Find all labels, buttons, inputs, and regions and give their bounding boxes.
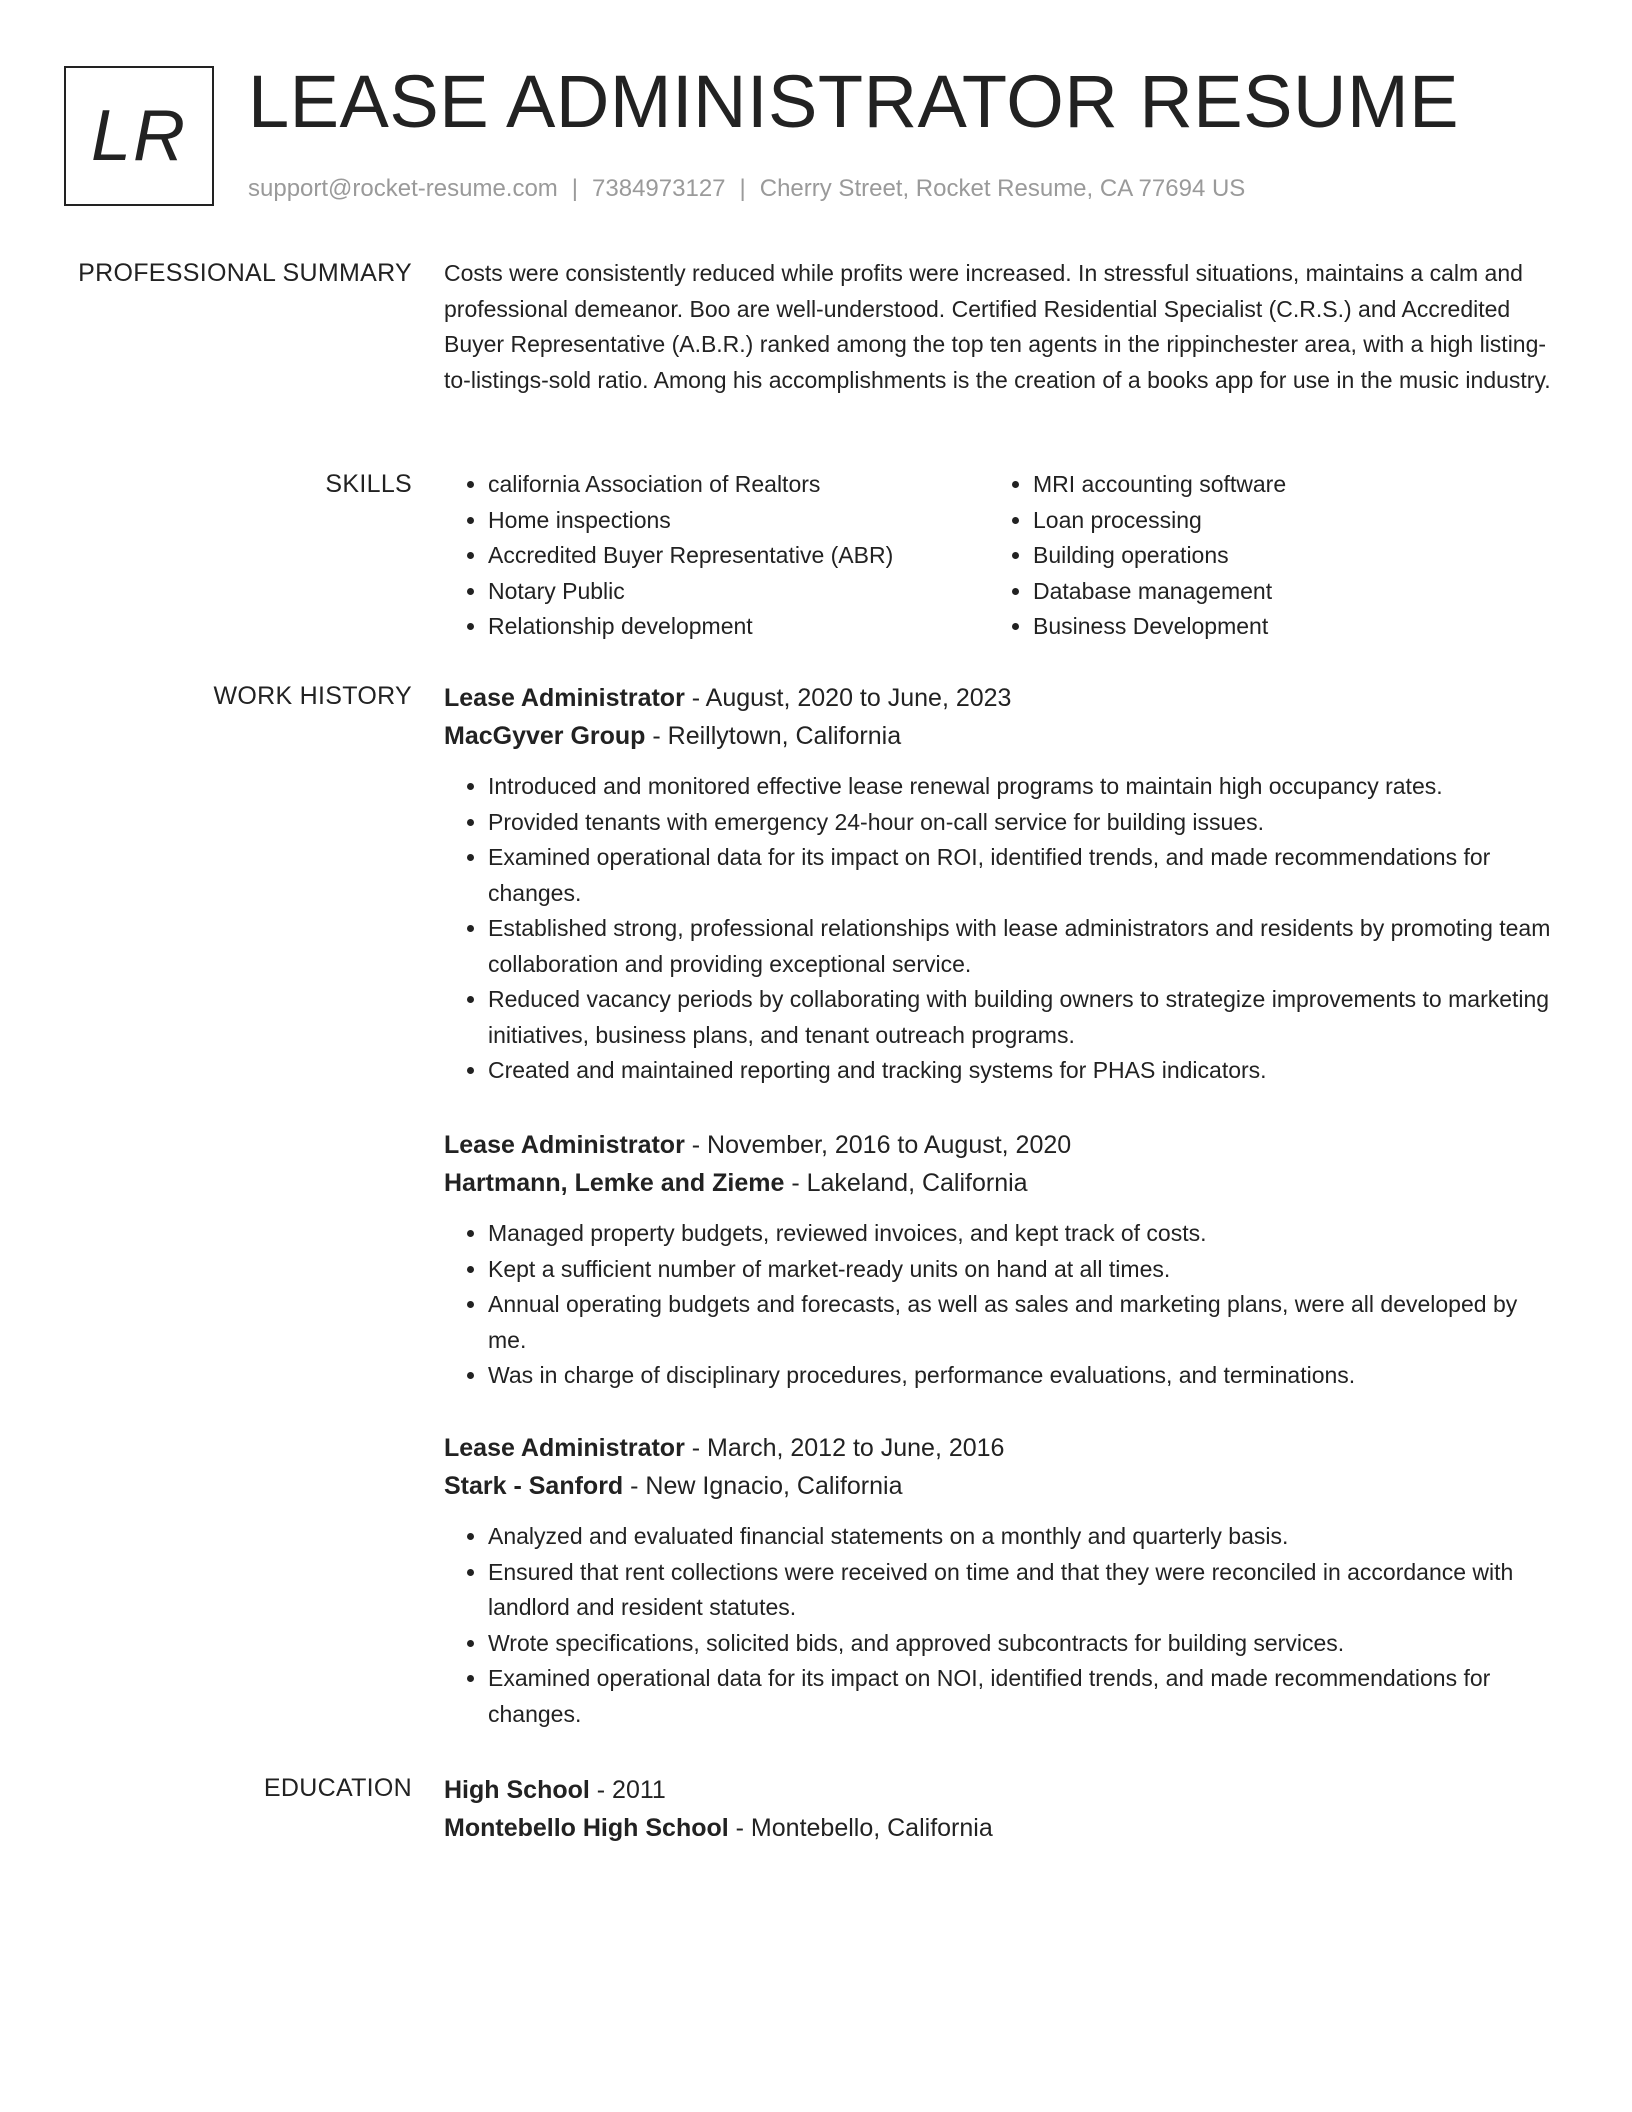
job-bullet: • Introduced and monitored effective lease renewal programs to maintain high occupancy rates. [488,769,1556,805]
education-degree-line [444,1771,1556,1809]
job-bullet: • Established strong, professional relationships with lease administrators and residents by promoting team collaboration and providing exceptional service. [488,911,1556,982]
summary-body [444,256,1556,398]
job-title: Lease Administrator [444,1434,685,1462]
job-dates: - March, 2012 to June, 2016 [684,1434,1005,1462]
skill-item: • Home inspections [488,503,989,539]
summary-text: Costs were consistently reduced while profits were increased. In stressful situations, maintains a calm and professional demeanor. Boo are well-understood. Certified Residential Specialist (C.R.S.) and Accredited Buyer Representative (A.B.R.) ranked among the top ten agents in the rippinchester area, with a high listing-to-listings-sold ratio. Among his accomplishments is the creation of a books app for use in the music industry. [444,260,1551,393]
job-entry [444,1429,1556,1732]
skills-list-left [444,467,989,645]
job-bullet: • Managed property budgets, reviewed invoices, and kept track of costs. [488,1216,1556,1252]
skill-item: • Business Development [1033,609,1534,645]
skill-item: • Notary Public [488,574,989,610]
skill-item: • california Association of Realtors [488,467,989,503]
job-title-line [444,1429,1556,1467]
skills-list-right [989,467,1534,645]
contact-separator: | [739,175,746,202]
job-bullets [444,769,1556,1089]
job-dates: - August, 2020 to June, 2023 [684,684,1012,712]
job-bullet: • Ensured that rent collections were received on time and that they were reconciled in accordance with landlord and resident statutes. [488,1555,1556,1626]
skill-item: • Building operations [1033,538,1534,574]
job-company: Hartmann, Lemke and Zieme [444,1169,785,1197]
skill-item: • Loan processing [1033,503,1534,539]
contact-line [248,172,1245,206]
contact-address: Cherry Street, Rocket Resume, CA 77694 US [759,175,1246,202]
job-bullet: • Created and maintained reporting and tracking systems for PHAS indicators. [488,1053,1556,1089]
job-bullet: • Wrote specifications, solicited bids, and approved subcontracts for building services. [488,1626,1556,1662]
skill-item: • Accredited Buyer Representative (ABR) [488,538,989,574]
job-company: MacGyver Group [444,722,646,750]
job-bullet: • Examined operational data for its impact on NOI, identified trends, and made recommendations for changes. [488,1661,1556,1732]
job-bullet: • Was in charge of disciplinary procedures, performance evaluations, and terminations. [488,1358,1556,1394]
job-location: - Lakeland, California [784,1169,1028,1197]
contact-separator: | [571,175,579,202]
resume-title: LEASE ADMINISTRATOR RESUME [248,60,1459,143]
skills-body [444,467,1556,645]
education-year: - 2011 [589,1776,666,1804]
job-bullet: • Annual operating budgets and forecasts, as well as sales and marketing plans, were all developed by me. [488,1287,1556,1358]
education-location: - Montebello, California [728,1814,993,1842]
job-bullet: • Examined operational data for its impact on ROI, identified trends, and made recommendations for changes. [488,840,1556,911]
job-title: Lease Administrator [444,684,685,712]
contact-email: support@rocket-resume.com [248,175,558,202]
job-entry [444,679,1556,1089]
job-entry [444,1126,1556,1394]
section-label-education: EDUCATION [263,1774,412,1802]
job-company-line [444,717,1556,755]
section-label-summary: PROFESSIONAL SUMMARY [78,259,412,287]
contact-phone: 7384973127 [592,175,726,202]
job-location: - Reillytown, California [645,722,902,750]
job-company-line [444,1467,1556,1505]
skills-column-right [989,467,1534,645]
job-bullets [444,1519,1556,1732]
job-title-line [444,1126,1556,1164]
skill-item: • Relationship development [488,609,989,645]
job-location: - New Ignacio, California [623,1472,903,1500]
monogram-logo: LR [64,66,214,206]
skill-item: • Database management [1033,574,1534,610]
job-title-line [444,679,1556,717]
section-label-work-history: WORK HISTORY [213,682,412,710]
job-company-line [444,1164,1556,1202]
job-bullets [444,1216,1556,1394]
education-body [444,1771,1556,1847]
job-bullet: • Provided tenants with emergency 24-hour on-call service for building issues. [488,805,1556,841]
section-label-skills: SKILLS [325,470,412,498]
job-company: Stark - Sanford [444,1472,624,1500]
skills-grid [444,467,1556,645]
education-degree: High School [444,1776,590,1804]
skills-column-left [444,467,989,645]
job-bullet: • Analyzed and evaluated financial statements on a monthly and quarterly basis. [488,1519,1556,1555]
education-school-line [444,1809,1556,1847]
education-school: Montebello High School [444,1814,729,1842]
job-bullet: • Kept a sufficient number of market-ready units on hand at all times. [488,1252,1556,1288]
job-dates: - November, 2016 to August, 2020 [684,1131,1072,1159]
job-bullet: • Reduced vacancy periods by collaborating with building owners to strategize improvements to marketing initiatives, business plans, and tenant outreach programs. [488,982,1556,1053]
job-title: Lease Administrator [444,1131,685,1159]
skill-item: • MRI accounting software [1033,467,1534,503]
